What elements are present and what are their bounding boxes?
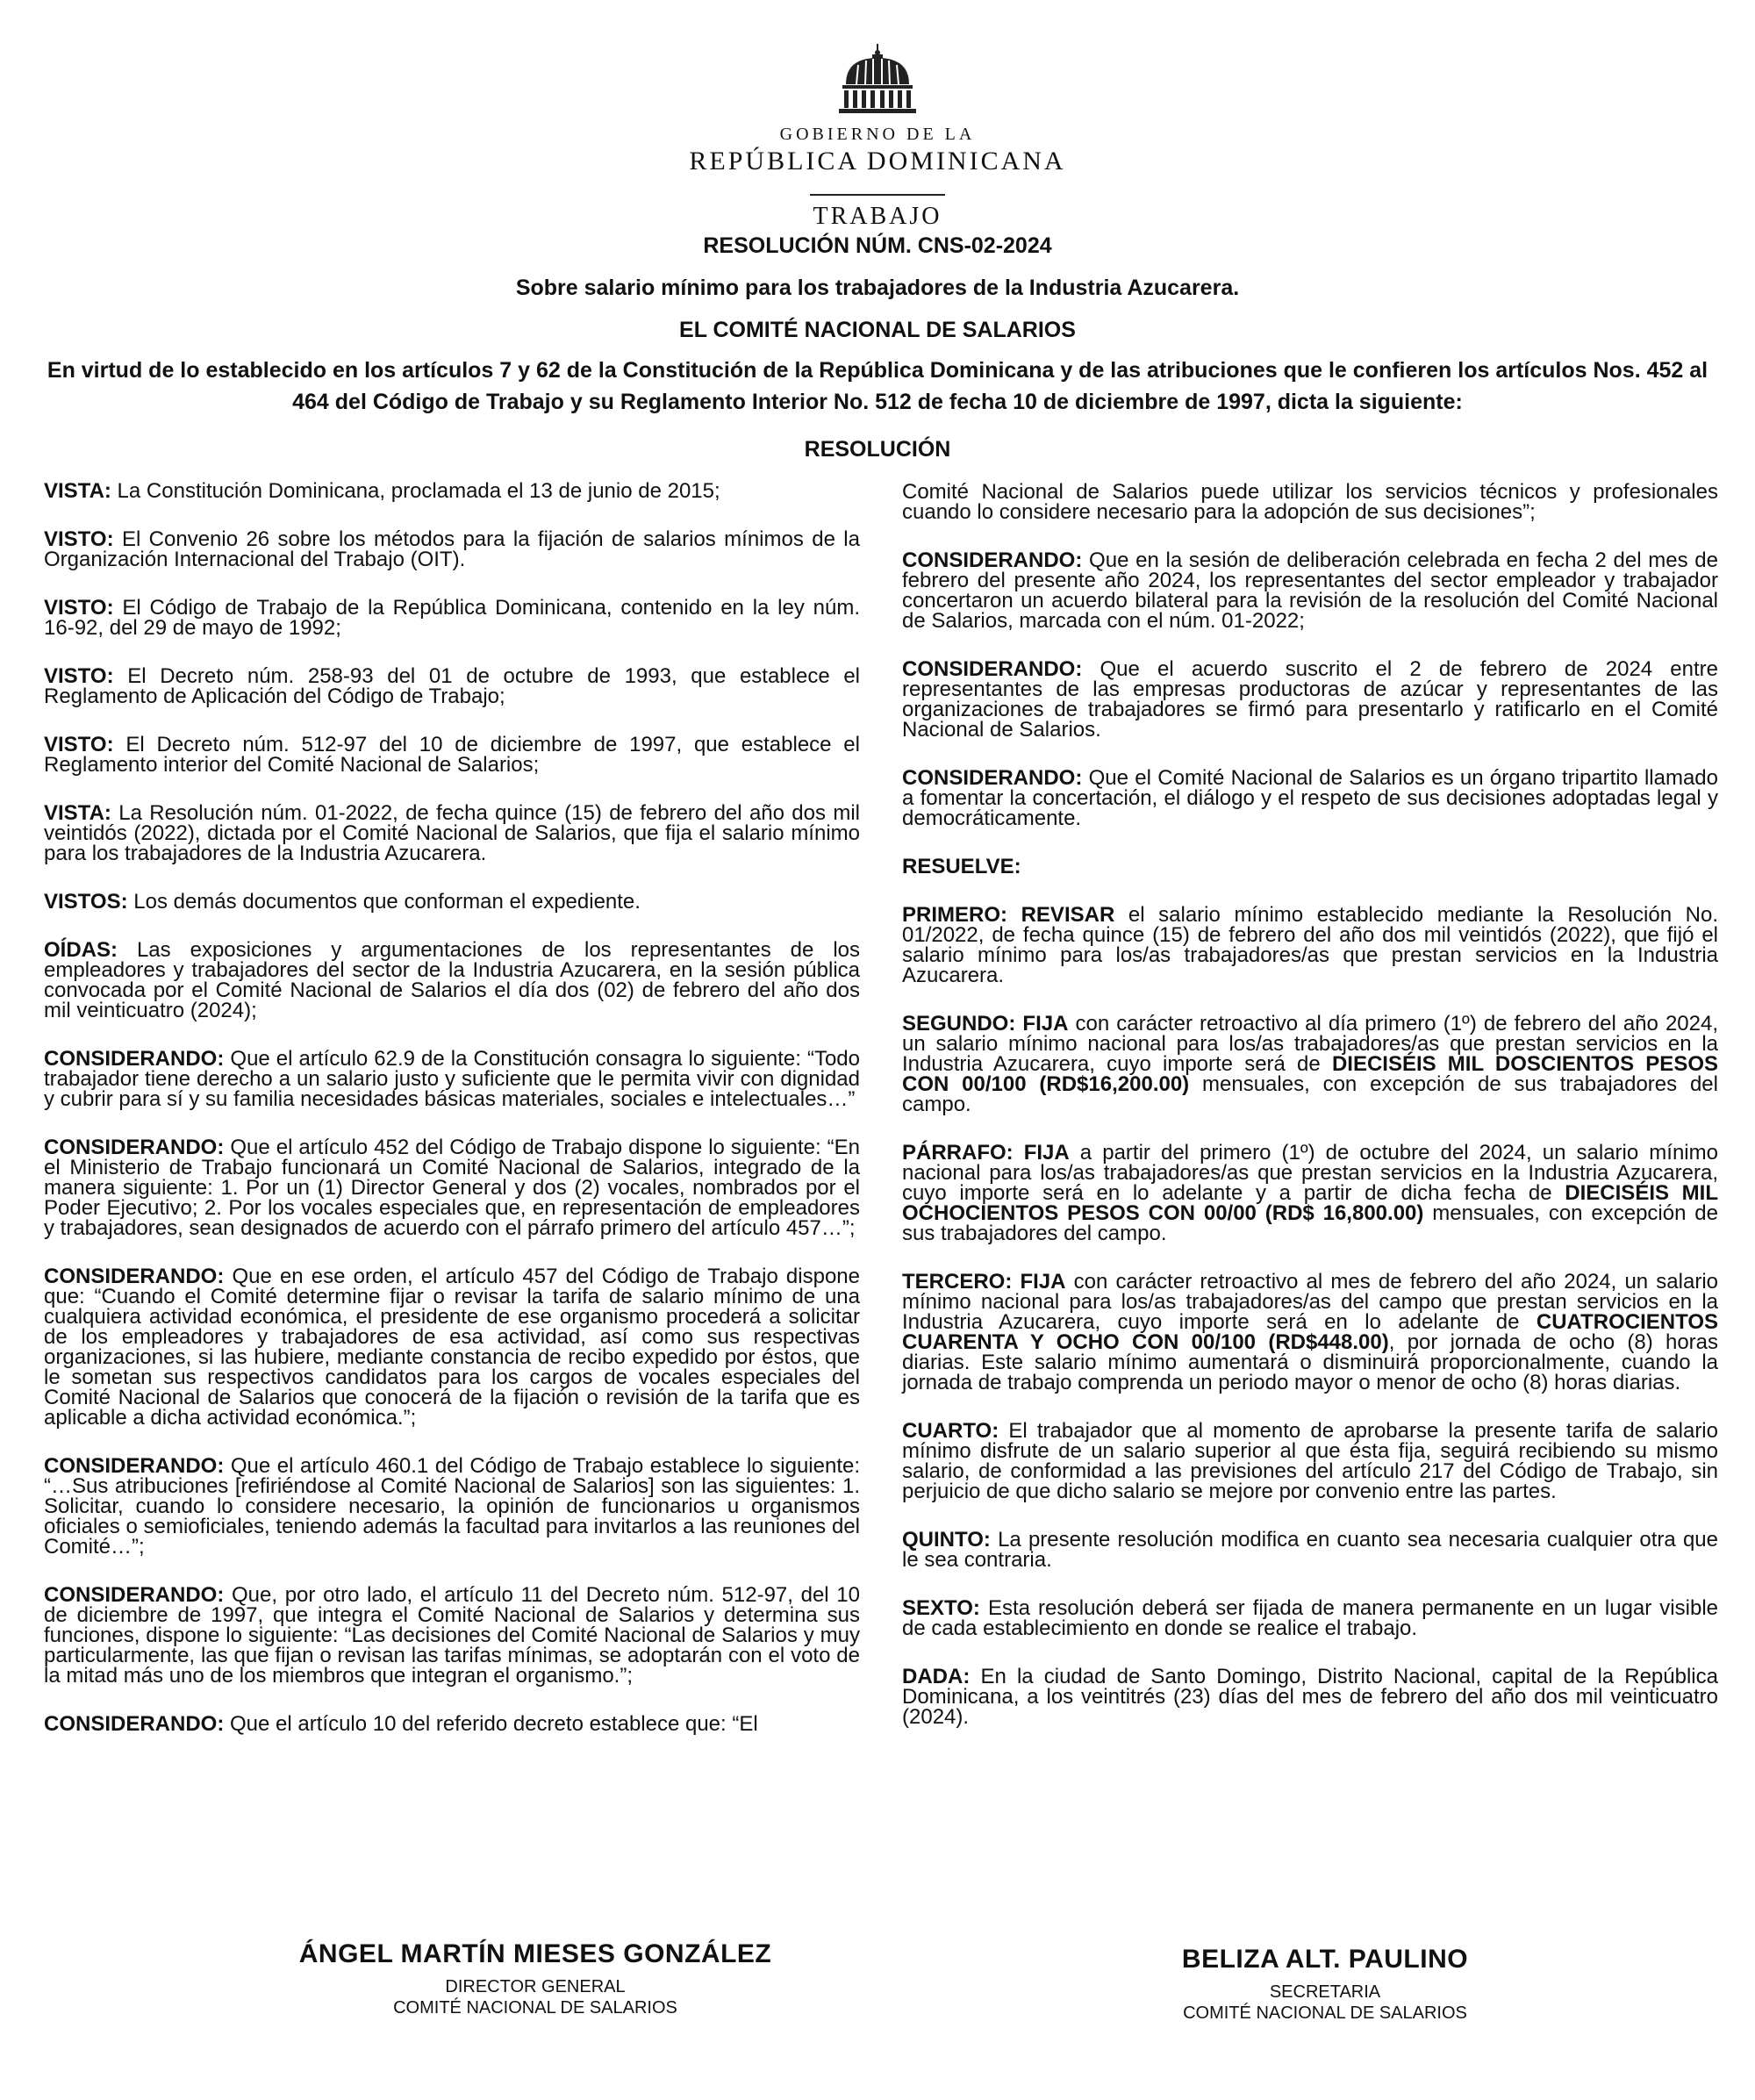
clause-text: La Constitución Dominicana, proclamada el 13 de junio de 2015; bbox=[111, 479, 720, 503]
clause-keyword: OÍDAS: bbox=[44, 938, 118, 962]
header-divider bbox=[810, 194, 945, 196]
preamble: En virtud de lo establecido en los artículos 7 y 62 de la Constitución de la República Dominicana y de las atribuciones que le confieren los artículos Nos. 452 al 464 del Código de Trabajo y su Reglamento Interior No. 512 de fecha 10 de diciembre de 1997, dicta la siguiente: bbox=[47, 358, 1708, 414]
clause-keyword: CONSIDERANDO: bbox=[902, 657, 1083, 681]
clause-keyword: CONSIDERANDO: bbox=[44, 1136, 225, 1159]
clause-keyword: VISTA: bbox=[44, 479, 111, 503]
signatory-org: COMITÉ NACIONAL DE SALARIOS bbox=[393, 1998, 677, 2018]
clause-text: El trabajador que al momento de aprobarse la presente tarifa de salario mínimo disfrute de un salario superior al que ésta fija, seguirá recibiendo su mismo salario, de conformidad a las previsiones del artículo 217 del Código de Trabajo, sin perjuicio de que dicho salario se mejore por convenio entre las partes. bbox=[902, 1419, 1718, 1503]
clause-paragraph bbox=[44, 666, 860, 706]
clause-keyword: CONSIDERANDO: bbox=[902, 548, 1083, 572]
country-name: REPÚBLICA DOMINICANA bbox=[689, 147, 1066, 176]
clause-paragraph bbox=[902, 905, 1718, 985]
clause-keyword: VISTO: bbox=[44, 527, 114, 551]
clause-text: La Resolución núm. 01-2022, de fecha quince (15) de febrero del año dos mil veintidós (2022), dictada por el Comité Nacional de Salarios, que fija el salario mínimo para los trabajadores de la Industria Azucarera. bbox=[44, 801, 860, 865]
clause-text: mensuales, con excepción de sus trabajadores del campo. bbox=[902, 1201, 1718, 1245]
clause-keyword: CUATROCIENTOS CUARENTA Y OCHO CON 00/100 (RD$448.00) bbox=[902, 1310, 1718, 1354]
clause-paragraph bbox=[902, 482, 1718, 522]
resolution-subject: Sobre salario mínimo para los trabajadores de la Industria Azucarera. bbox=[515, 276, 1240, 300]
clause-keyword: PÁRRAFO: FIJA bbox=[902, 1141, 1070, 1165]
clause-keyword: CUARTO: bbox=[902, 1419, 999, 1443]
clause-paragraph bbox=[44, 735, 860, 775]
resolution-number: RESOLUCIÓN NÚM. CNS-02-2024 bbox=[703, 233, 1052, 258]
clause-paragraph bbox=[44, 940, 860, 1021]
clause-keyword: DIECISÉIS MIL DOSCIENTOS PESOS CON 00/100 (RD$16,200.00) bbox=[902, 1052, 1718, 1096]
clause-text: Los demás documentos que conforman el expediente. bbox=[127, 890, 641, 914]
clause-text: Que el acuerdo suscrito el 2 de febrero de 2024 entre representantes de las empresas productoras de azúcar y representantes de las organizaciones de trabajadores se firmó para presentarlo y ratificarlo en el Comité Nacional de Salarios. bbox=[902, 657, 1718, 742]
signatory-org: COMITÉ NACIONAL DE SALARIOS bbox=[1183, 2003, 1467, 2023]
clause-keyword: CONSIDERANDO: bbox=[44, 1583, 225, 1607]
clause-text: Que el artículo 62.9 de la Constitución consagra lo siguiente: “Todo trabajador tiene derecho a un salario justo y suficiente que le permita vivir con dignidad y cubrir para sí y su familia necesidades básicas materiales, sociales e intelectuales…” bbox=[44, 1047, 860, 1111]
clause-paragraph bbox=[44, 1714, 860, 1734]
clause-text: Que el Comité Nacional de Salarios es un órgano tripartito llamado a fomentar la concertación, el diálogo y el respeto de sus decisiones adoptadas legal y democráticamente. bbox=[902, 766, 1718, 830]
clause-keyword: CONSIDERANDO: bbox=[902, 766, 1083, 790]
clause-paragraph bbox=[44, 1049, 860, 1109]
clause-text: a partir del primero (1º) de octubre del 2024, un salario mínimo nacional para los/as trabajadores/as que prestan servicios en la Industria Azucarera, cuyo importe será en lo adelante y a partir de dicha fecha de bbox=[902, 1141, 1718, 1205]
clause-keyword: SEXTO: bbox=[902, 1596, 980, 1620]
clause-paragraph bbox=[902, 1530, 1718, 1570]
clause-paragraph bbox=[44, 529, 860, 570]
clause-paragraph bbox=[902, 1666, 1718, 1727]
committee-heading: EL COMITÉ NACIONAL DE SALARIOS bbox=[679, 318, 1076, 342]
letterhead bbox=[0, 44, 1755, 231]
clause-text: El Código de Trabajo de la República Dominicana, contenido en la ley núm. 16-92, del 29 de mayo de 1992; bbox=[44, 596, 860, 640]
clause-text: el salario mínimo establecido mediante la Resolución No. 01/2022, de fecha quince (15) de febrero del año dos mil veintidós (2022), que fijó el salario mínimo para los/as trabajadores/as que prestan servicios en la Industria Azucarera. bbox=[902, 903, 1718, 987]
clause-paragraph bbox=[902, 1421, 1718, 1502]
clause-keyword: CONSIDERANDO: bbox=[44, 1047, 225, 1071]
clause-paragraph bbox=[44, 1137, 860, 1238]
resolution-heading: RESOLUCIÓN bbox=[804, 437, 951, 462]
clause-text: En la ciudad de Santo Domingo, Distrito Nacional, capital de la República Dominicana, a los veintitrés (23) días del mes de febrero del año dos mil veinticuatro (2024). bbox=[902, 1665, 1718, 1729]
clause-paragraph bbox=[44, 892, 860, 912]
clause-keyword: CONSIDERANDO: bbox=[44, 1712, 225, 1736]
clause-keyword: VISTOS: bbox=[44, 890, 128, 914]
clause-keyword: PRIMERO: REVISAR bbox=[902, 903, 1115, 927]
clause-paragraph bbox=[902, 856, 1718, 877]
signatory-title: SECRETARIA bbox=[1269, 1982, 1381, 2002]
ministry-name: TRABAJO bbox=[813, 203, 942, 230]
signature-director bbox=[246, 1939, 825, 2018]
right-column bbox=[902, 482, 1718, 1755]
clause-text: con carácter retroactivo al día primero (1º) de febrero del año 2024, un salario mínimo nacional para los/as trabajadores/as que prestan servicios en la Industria Azucarera, cuyo importe será de bbox=[902, 1012, 1719, 1076]
clause-keyword: CONSIDERANDO: bbox=[44, 1265, 225, 1288]
clause-text: Que el artículo 460.1 del Código de Trabajo establece lo siguiente: “…Sus atribuciones [refiriéndose al Comité Nacional de Salarios] son las siguientes: 1. Solicitar, cuando lo considere necesario, la opinión de funcionarios u organismos oficiales o semioficiales, teniendo además la facultad para invitarlos a las reuniones del Comité…”; bbox=[44, 1454, 860, 1559]
clause-text: Que en ese orden, el artículo 457 del Código de Trabajo dispone que: “Cuando el Comité determine fijar o revisar la tarifa de salario mínimo de una cualquiera actividad económica, el presidente de ese organismo procederá a solicitar de los empleadores y trabajadores de esa actividad, así como sus respectivas organizaciones, si las hubiere, mediante constancia de recibo expedido por éstos, que le sometan sus respectivos candidatos para los cargos de vocales especiales del Comité Nacional de Salarios que conocerá de la fijación o revisión de la tarifa que es aplicable a dicha actividad económica.”; bbox=[44, 1265, 860, 1430]
clause-keyword: VISTA: bbox=[44, 801, 111, 825]
clause-text: Que, por otro lado, el artículo 11 del Decreto núm. 512-97, del 10 de diciembre de 1997, que integra el Comité Nacional de Salarios y determina sus funciones, dispone lo siguiente: “Las decisiones del Comité Nacional de Salarios y muy particularmente, las que fijan o revisan las tarifas mínimas, se adoptarán con el voto de la mitad más uno de los miembros que integran el organismo.”; bbox=[44, 1583, 860, 1688]
clause-paragraph bbox=[902, 659, 1718, 740]
clause-paragraph bbox=[44, 598, 860, 638]
clause-paragraph bbox=[44, 1266, 860, 1428]
signatory-name: ÁNGEL MARTÍN MIESES GONZÁLEZ bbox=[298, 1939, 772, 1968]
clause-text: , por jornada de ocho (8) horas diarias. Este salario mínimo aumentará o disminuirá proporcionalmente, cuando la jornada de trabajo comprenda un periodo mayor o menor de ocho (8) horas diarias. bbox=[902, 1330, 1719, 1394]
document-titles bbox=[35, 230, 1720, 462]
clause-keyword: QUINTO: bbox=[902, 1528, 991, 1552]
clause-text: Que en la sesión de deliberación celebrada en fecha 2 del mes de febrero del presente año 2024, los representantes del sector empleador y trabajador concertaron un acuerdo bilateral para la revisión de la resolución del Comité Nacional de Salarios, marcada con el núm. 01-2022; bbox=[902, 548, 1718, 633]
clause-keyword: VISTO: bbox=[44, 733, 114, 756]
clause-paragraph bbox=[44, 1456, 860, 1557]
clause-paragraph bbox=[902, 1598, 1718, 1638]
left-column bbox=[44, 481, 860, 1762]
clause-text: mensuales, con excepción de sus trabajadores del campo. bbox=[902, 1072, 1718, 1116]
signatory-name: BELIZA ALT. PAULINO bbox=[1181, 1945, 1469, 1974]
clause-keyword: SEGUNDO: FIJA bbox=[902, 1012, 1069, 1036]
government-label: GOBIERNO DE LA bbox=[779, 125, 976, 144]
clause-keyword: CONSIDERANDO: bbox=[44, 1454, 225, 1478]
clause-text: Esta resolución deberá ser fijada de manera permanente en un lugar visible de cada establecimiento en donde se realice el trabajo. bbox=[902, 1596, 1718, 1640]
clause-text: El Decreto núm. 258-93 del 01 de octubre de 1993, que establece el Reglamento de Aplicación del Código de Trabajo; bbox=[44, 664, 860, 708]
clause-paragraph bbox=[902, 1014, 1718, 1115]
clause-text: Comité Nacional de Salarios puede utilizar los servicios técnicos y profesionales cuando lo considere necesario para la adopción de sus decisiones”; bbox=[902, 480, 1718, 524]
clause-paragraph bbox=[902, 1272, 1718, 1393]
clause-paragraph bbox=[44, 803, 860, 864]
clause-text: con carácter retroactivo al mes de febrero del año 2024, un salario mínimo nacional para los/as trabajadores/as del campo que prestan servicios en la Industria Azucarera, cuyo importe será en lo adelante de bbox=[902, 1270, 1718, 1334]
clause-text: Que el artículo 452 del Código de Trabajo dispone lo siguiente: “En el Ministerio de Trabajo funcionará un Comité Nacional de Salarios, integrado de la manera siguiente: 1. Por un (1) Director General y dos (2) vocales, nombrados por el Poder Ejecutivo; 2. Por los vocales especiales que, en representación de empleadores y trabajadores, sean designados de acuerdo con el párrafo primero del artículo 457…”; bbox=[44, 1136, 860, 1240]
clause-keyword: DIECISÉIS MIL OCHOCIENTOS PESOS CON 00/00 (RD$ 16,800.00) bbox=[902, 1181, 1719, 1225]
clause-paragraph bbox=[44, 1585, 860, 1686]
clause-text: Que el artículo 10 del referido decreto establece que: “El bbox=[224, 1712, 758, 1736]
clause-text: Las exposiciones y argumentaciones de los representantes de los empleadores y trabajadores del sector de la Industria Azucarera, en la sesión pública convocada por el Comité Nacional de Salarios el día dos (02) de febrero del año dos mil veinticuatro (2024); bbox=[44, 938, 860, 1022]
clause-paragraph bbox=[44, 481, 860, 501]
government-dome-logo-icon bbox=[834, 44, 921, 116]
clause-keyword: VISTO: bbox=[44, 664, 114, 688]
clause-text: El Convenio 26 sobre los métodos para la fijación de salarios mínimos de la Organización Internacional del Trabajo (OIT). bbox=[44, 527, 860, 571]
clause-paragraph bbox=[902, 1143, 1718, 1244]
clause-keyword: TERCERO: FIJA bbox=[902, 1270, 1066, 1294]
clause-paragraph bbox=[902, 550, 1718, 631]
clause-keyword: VISTO: bbox=[44, 596, 114, 620]
clause-text: La presente resolución modifica en cuanto sea necesaria cualquier otra que le sea contraria. bbox=[902, 1528, 1718, 1572]
clause-text: El Decreto núm. 512-97 del 10 de diciembre de 1997, que establece el Reglamento interior del Comité Nacional de Salarios; bbox=[44, 733, 860, 777]
clause-keyword: DADA: bbox=[902, 1665, 971, 1688]
clause-paragraph bbox=[902, 768, 1718, 828]
clause-keyword: RESUELVE: bbox=[902, 855, 1021, 878]
signatory-title: DIRECTOR GENERAL bbox=[445, 1977, 626, 1996]
signature-secretary bbox=[1035, 1945, 1615, 2024]
